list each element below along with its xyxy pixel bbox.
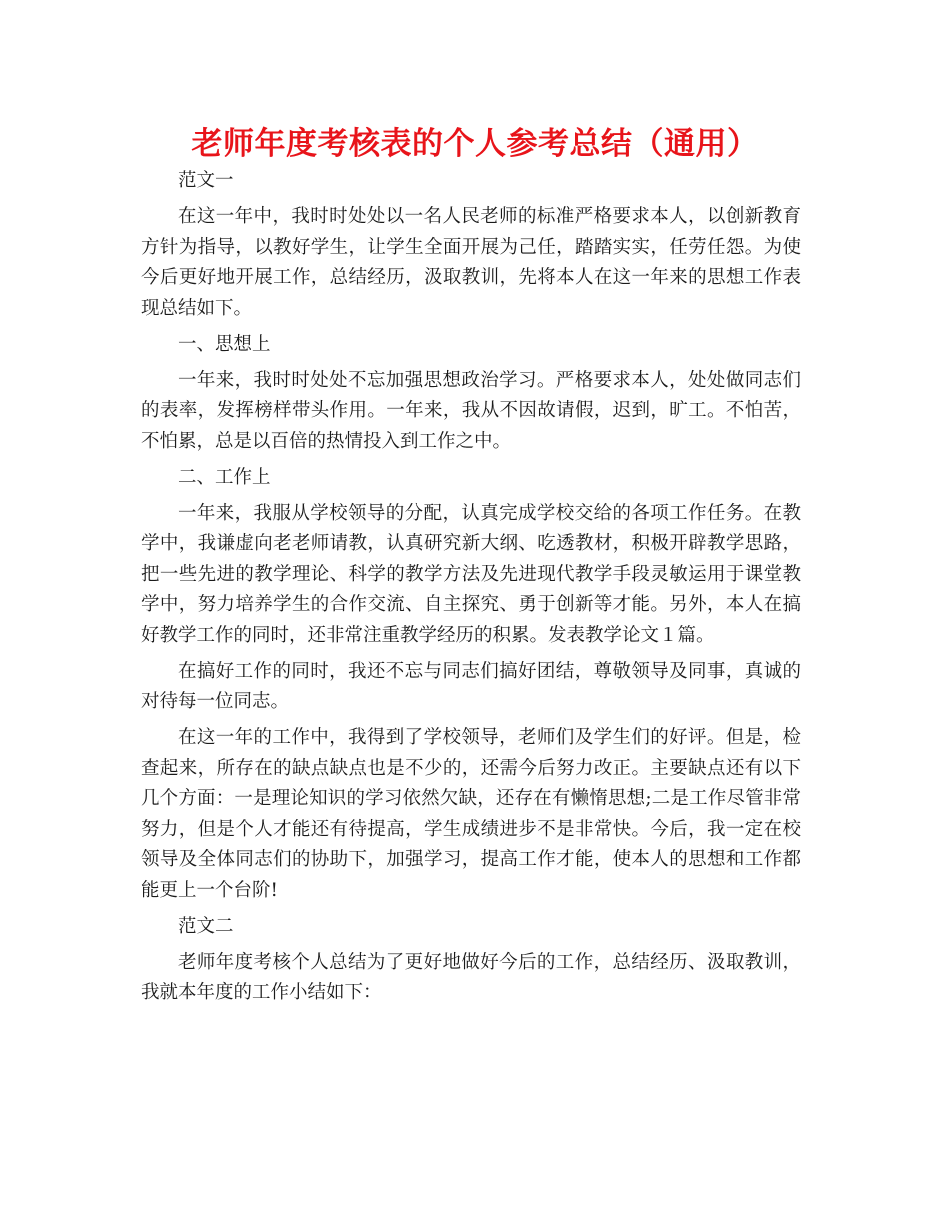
- paragraph-work: 一年来，我服从学校领导的分配，认真完成学校交给的各项工作任务。在教学中，我谦虚向老老师请教，认真研究新大纲、吃透教材，积极开辟教学思路，把一些先进的教学理论、科学的教学方法及先进现代教学手段灵敏运用于课堂教学中，努力培养学生的合作交流、自主探究、勇于创新等才能。另外，本人在搞好教学工作的同时，还非常注重教学经历的积累。发表教学论文１篇。: [141, 502, 801, 646]
- section-heading-sample-one: 范文一: [178, 170, 234, 191]
- section-heading-thought: 一、思想上: [178, 333, 271, 355]
- paragraph-unity: 在搞好工作的同时，我还不忘与同志们搞好团结，尊敬领导及同事，真诚的对待每一位同志。: [141, 660, 801, 712]
- section-heading-sample-two: 范文二: [178, 915, 234, 937]
- document-title: 老师年度考核表的个人参考总结（通用）: [191, 126, 759, 162]
- paragraph-intro: 在这一年中，我时时处处以一名人民老师的标准严格要求本人，以创新教育方针为指导，以教好学生，让学生全面开展为己任，踏踏实实，任劳任怨。为使今后更好地开展工作，总结经历，汲取教训，先将本人在这一年来的思想工作表现总结如下。: [141, 206, 801, 319]
- document-body: [141, 166, 801, 1014]
- section-heading-work: 二、工作上: [178, 466, 271, 488]
- paragraph-shortcomings: 在这一年的工作中，我得到了学校领导，老师们及学生们的好评。但是，检查起来，所存在的缺点缺点也是不少的，还需今后努力改正。主要缺点还有以下几个方面：一是理论知识的学习依然欠缺，还存在有懒惰思想;二是工作尽管非常努力，但是个人才能还有待提高，学生成绩进步不是非常快。今后，我一定在校领导及全体同志们的协助下，加强学习，提高工作才能，使本人的思想和工作都能更上一个台阶!: [141, 727, 801, 901]
- paragraph-thought: 一年来，我时时处处不忘加强思想政治学习。严格要求本人，处处做同志们的表率，发挥榜样带头作用。一年来，我从不因故请假，迟到，旷工。不怕苦，不怕累，总是以百倍的热情投入到工作之中。: [141, 369, 801, 452]
- paragraph-sample-two-intro: 老师年度考核个人总结为了更好地做好今后的工作，总结经历、汲取教训，我就本年度的工作小结如下：: [141, 951, 801, 1003]
